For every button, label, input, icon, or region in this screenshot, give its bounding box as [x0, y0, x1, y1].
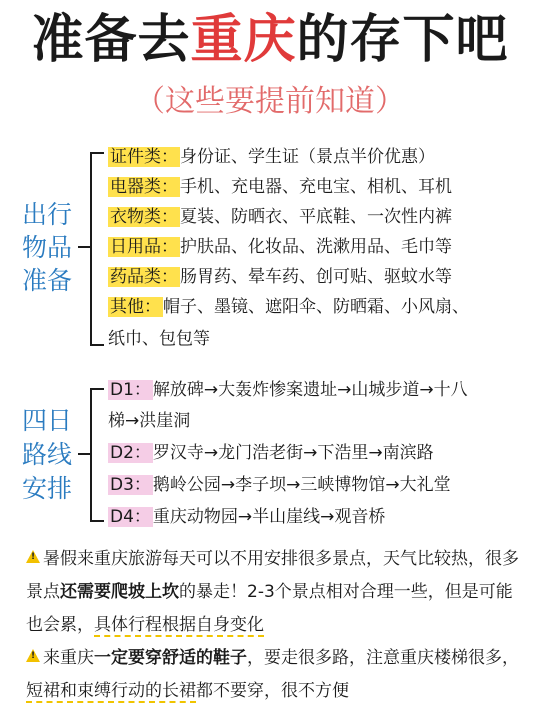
item-tag: 药品类：: [110, 267, 178, 287]
route-text: 重庆动物园→半山崖线→观音桥: [152, 507, 386, 527]
warning-icon: [26, 550, 40, 563]
item-tag: 证件类：: [110, 147, 178, 167]
route-text: 鹅岭公园→李子坝→三峡博物馆→大礼堂: [152, 475, 451, 495]
section2-label-line3: 安排: [22, 474, 73, 503]
list-item: [108, 406, 190, 436]
item-tag: 其他：: [110, 297, 161, 317]
note-text: 暑假来重庆旅游每天可以不用安排很多景点，天气比较热，很多景点: [26, 549, 519, 602]
note-underlined: 短裙和束缚行动的长裙: [26, 681, 196, 701]
note-paragraph: [26, 642, 526, 708]
list-item: [108, 202, 452, 232]
list-item: [108, 292, 469, 322]
section1-bracket-tick: [78, 246, 90, 248]
section1-label-line1: 出行: [22, 200, 73, 229]
note-bold: 还需要爬坡上坎: [60, 582, 179, 602]
list-item: [108, 470, 451, 500]
route-text: 梯→洪崖洞: [108, 411, 191, 431]
item-text: 肠胃药、晕车药、创可贴、驱蚊水等: [180, 267, 452, 287]
item-text: 护肤品、化妆品、洗漱用品、毛巾等: [180, 237, 452, 257]
list-item: [108, 262, 452, 292]
note-text: ，要走很多路，注意重庆楼梯很多，: [247, 648, 519, 668]
section1-bracket: [90, 152, 104, 346]
title-highlight: 重庆: [190, 10, 297, 70]
note-underlined: 具体行程根据自身变化: [94, 615, 264, 635]
page-subtitle: （这些要提前知道）: [135, 84, 405, 119]
note-text: 都不要穿，很不方便: [196, 681, 349, 701]
item-tag: 日用品：: [110, 237, 178, 257]
section2-label-line2: 路线: [22, 440, 73, 469]
title-post: 的存下吧: [296, 10, 509, 70]
section2-bracket-tick: [78, 453, 90, 455]
day-tag: D1：: [110, 380, 151, 400]
section1-label-line2: 物品: [22, 233, 73, 262]
page-title: [0, 8, 540, 72]
section1-label-line3: 准备: [22, 266, 73, 295]
warning-icon: [26, 649, 40, 662]
section2-label-line1: 四日: [22, 406, 73, 435]
item-text: 手机、充电器、充电宝、相机、耳机: [180, 177, 452, 197]
title-pre: 准备去: [31, 10, 191, 70]
note-text: 的暴走！2-3个景点相对合理一些，但是可能也会累，: [26, 582, 513, 635]
item-text: 帽子、墨镜、遮阳伞、防晒霜、小风扇、: [163, 297, 469, 317]
list-item: [108, 502, 385, 532]
route-text: 解放碑→大轰炸惨案遗址→山城步道→十八: [152, 380, 468, 400]
list-item: [108, 324, 210, 354]
item-text: 纸巾、包包等: [108, 329, 210, 349]
day-tag: D4：: [110, 507, 151, 527]
item-tag: 衣物类：: [110, 207, 178, 227]
note-paragraph: [26, 543, 526, 642]
list-item: [108, 232, 452, 262]
list-item: [108, 142, 435, 172]
day-tag: D2：: [110, 443, 151, 463]
day-tag: D3：: [110, 475, 151, 495]
note-text: 来重庆: [43, 648, 94, 668]
list-item: [108, 375, 468, 405]
item-tag: 电器类：: [110, 177, 178, 197]
section2-bracket: [90, 388, 104, 522]
item-text: 身份证、学生证（景点半价优惠）: [180, 147, 435, 167]
note-bold: 一定要穿舒适的鞋子: [94, 648, 247, 668]
list-item: [108, 438, 434, 468]
notes-block: [26, 543, 526, 708]
item-text: 夏装、防晒衣、平底鞋、一次性内裤: [180, 207, 452, 227]
list-item: [108, 172, 452, 202]
route-text: 罗汉寺→龙门浩老街→下浩里→南滨路: [152, 443, 434, 463]
